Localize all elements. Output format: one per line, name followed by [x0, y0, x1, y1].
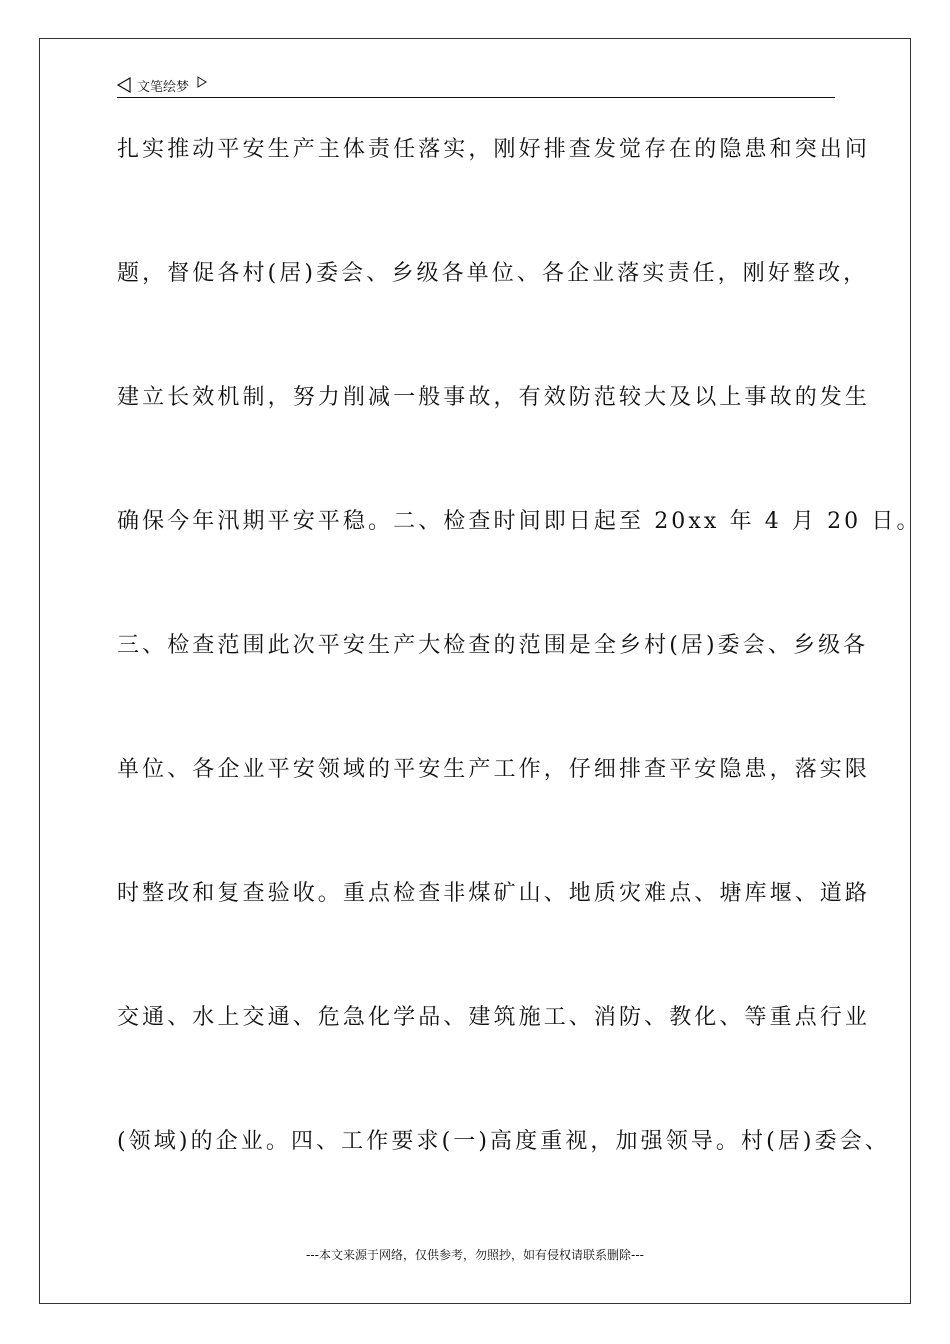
body-text	[117, 128, 922, 1244]
header-title: 文笔绘梦	[137, 79, 190, 95]
footer-notice: ---本文来源于网络，仅供参考，勿照抄，如有侵权请联系删除---	[306, 1248, 644, 1262]
body-line: 时整改和复查验收。重点检查非煤矿山、地质灾难点、塘库堰、道路	[117, 881, 871, 906]
body-line: 交通、水上交通、危急化学品、建筑施工、消防、教化、等重点行业	[117, 1005, 871, 1030]
body-line: 扎实推动平安生产主体责任落实，刚好排查发觉存在的隐患和突出问	[117, 137, 871, 162]
header-divider	[117, 97, 835, 98]
body-line: 题，督促各村(居)委会、乡级各单位、各企业落实责任，刚好整改，	[117, 261, 869, 286]
body-line: 单位、各企业平安领域的平安生产工作，仔细排查平安隐患，落实限	[117, 757, 871, 782]
body-line: (领域)的企业。四、工作要求(一)高度重视，加强领导。村(居)委会、	[117, 1129, 890, 1154]
body-line: 建立长效机制，努力削减一般事故，有效防范较大及以上事故的发生	[117, 385, 871, 410]
page-header	[117, 74, 835, 96]
triangle-right-outline-icon	[197, 76, 207, 88]
body-line: 三、检查范围此次平安生产大检查的范围是全乡村(居)委会、乡级各	[117, 633, 869, 658]
triangle-left-outline-icon	[117, 77, 131, 93]
body-line: 确保今年汛期平安平稳。二、检查时间即日起至 20xx 年 4 月 20 日。	[117, 509, 922, 534]
